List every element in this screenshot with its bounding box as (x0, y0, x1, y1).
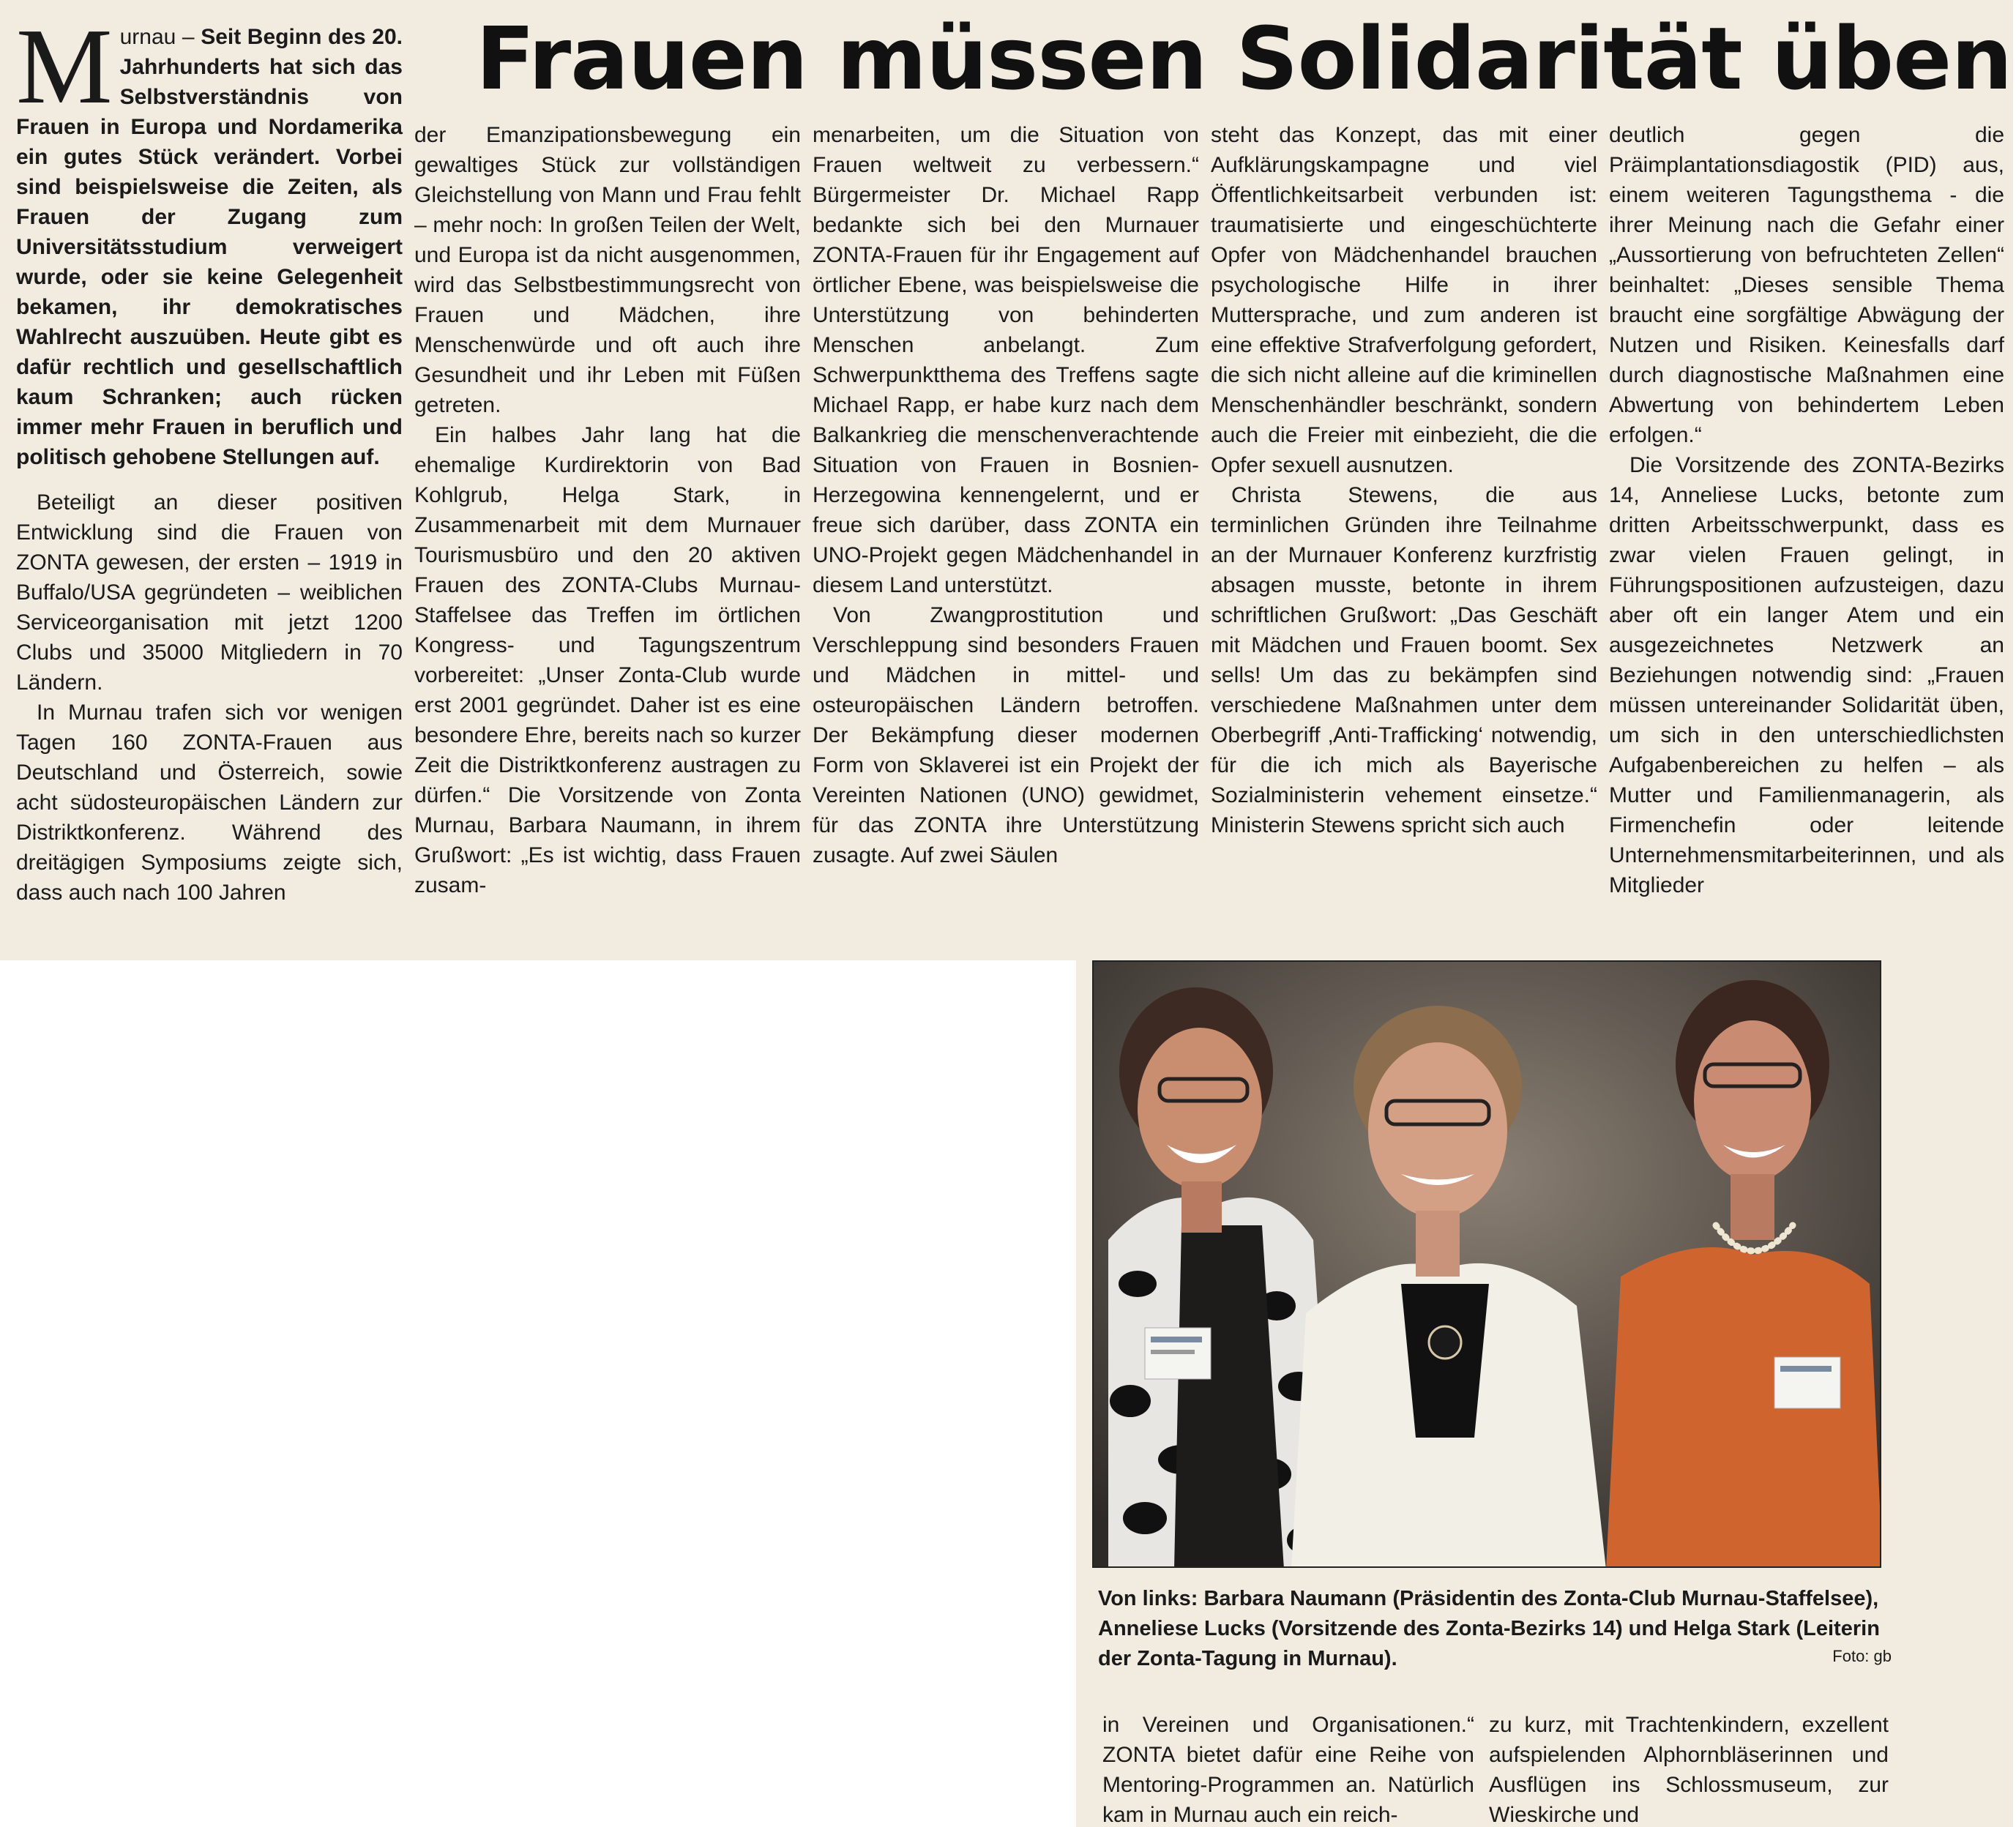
paragraph: Christa Stewens, die aus terminlichen Gründen ihre Teilnahme an der Murnauer Konferenz kurzfristig absagen musste, betonte in ihrem schriftlichen Grußwort: „Das Geschäft mit Mädchen und Frauen boomt. Sex sells! Um das zu bekämpfen sind verschiedene Maßnahmen unter dem Oberbegriff ‚Anti-Trafficking‘ notwendig, für die ich mich als Bayerische Sozialministerin vehement einsetze.“ Ministerin Stewens spricht sich auch (1211, 483, 1597, 837)
paragraph: Die Vorsitzende des ZONTA-Bezirks 14, Anneliese Lucks, betonte zum dritten Arbeitsschwerpunkt, dass es zwar vielen Frauen gelingt, in Führungspositionen aufzusteigen, dazu aber oft ein langer Atem und ein ausgezeichnetes Netzwerk an Beziehungen notwendig sind: „Frauen müssen untereinander Solidarität üben, um sich in den unterschiedlichsten Aufgabenbereichen zu helfen – als Mutter und Familienmanagerin, als Firmenchefin oder leitende Unternehmensmitarbeiterinnen, und als Mitglieder (1609, 453, 2004, 897)
press-photo (1092, 960, 1881, 1568)
article-column-3 (813, 120, 1199, 870)
headline: Frauen müssen Solidarität üben (476, 8, 2012, 109)
lead-text: Seit Beginn des 20. Jahrhunderts hat sich das Selbstverständnis von Frauen in Europa und Nordamerika ein gutes Stück verändert. Vorbei sind beispielsweise die Zeiten, als Frauen der Zugang zum Universitätsstudium verweigert wurde, oder sie keine Gelegenheit bekamen, ihr demokratisches Wahlrecht auszuüben. Heute gibt es dafür rechtlich und gesellschaftlich kaum Schranken; auch rücken immer mehr Frauen in beruflich und politisch gehobene Stellungen auf. (16, 25, 403, 469)
continuation-column-1: in Vereinen und Organisationen.“ ZONTA bietet dafür eine Reihe von Mentoring-Programmen an. Natürlich kam in Murnau auch ein reich- (1102, 1713, 1474, 1827)
article-column-5 (1609, 120, 2004, 900)
paragraph: steht das Konzept, das mit einer Aufklärungskampagne und viel Öffentlichkeitsarbeit verbunden ist: traumatisierte und eingeschüchterte Opfer von Mädchenhandel brauchen psychologische Hilfe in ihrer Muttersprache, und zum anderen ist eine effektive Strafverfolgung gefordert, die sich nicht alleine auf die kriminellen Menschenhändler beschränkt, sondern auch die Freier mit einbezieht, die die Opfer sexuell ausnutzen. (1211, 123, 1597, 477)
article-column-4 (1211, 120, 1597, 840)
photo-credit: Foto: gb (1832, 1647, 1892, 1665)
photo-caption: Von links: Barbara Naumann (Präsidentin des Zonta-Club Murnau-Staffelsee), Anneliese Lucks (Vorsitzende des Zonta-Bezirks 14) und Helga Stark (Leiterin der Zonta-Tagung in Murnau). (1098, 1587, 1880, 1670)
dateline: urnau – (119, 25, 195, 49)
paragraph: Ein halbes Jahr lang hat die ehemalige Kurdirektorin von Bad Kohlgrub, Helga Stark, in Zusammenarbeit mit dem Murnauer Tourismusbüro und den 20 aktiven Frauen des ZONTA-Clubs Murnau-Staffelsee das Treffen im örtlichen Kongress- und Tagungszentrum vorbereitet: „Unser Zonta-Club wurde erst 2001 gegründet. Daher ist es eine besondere Ehre, bereits nach so kurzer Zeit die Distriktkonferenz austragen zu dürfen.“ Die Vorsitzende von Zonta Murnau, Barbara Naumann, in ihrem Grußwort: „Es ist wichtig, dass Frauen zusam- (414, 423, 801, 897)
paragraph: deutlich gegen die Präimplantationsdiagostik (PID) aus, einem weiteren Tagungsthema - die ihrer Meinung nach die Gefahr einer „Aussortierung von befruchteten Zellen“ beinhaltet: „Dieses sensible Thema braucht eine sorgfältige Abwägung der Nutzen und Risiken. Keinesfalls darf durch diagnostische Maßnahmen eine Abwertung von behindertem Leben erfolgen.“ (1609, 123, 2004, 447)
drop-cap: M (16, 7, 113, 127)
article-column-2 (414, 120, 801, 900)
paragraph: In Murnau trafen sich vor wenigen Tagen 160 ZONTA-Frauen aus Deutschland und Österreich, sowie acht südosteuropäischen Ländern zur Distriktkonferenz. Während des dreitägigen Symposiums zeigte sich, dass auch nach 100 Jahren (16, 700, 403, 905)
paragraph: Von Zwangprostitution und Verschleppung sind besonders Frauen und Mädchen in mittel- und osteuropäischen Ländern betroffen. Der Bekämpfung dieser modernen Form von Sklaverei ist ein Projekt der Vereinten Nationen (UNO) gewidmet, für das ZONTA ihre Unterstützung zusagte. Auf zwei Säulen (813, 603, 1199, 867)
paragraph: Beteiligt an dieser positiven Entwicklung sind die Frauen von ZONTA gewesen, der ersten – 1919 in Buffalo/USA gegründeten – weiblichen Serviceorganisation mit jetzt 1200 Clubs und 35000 Mitgliedern in 70 Ländern. (16, 490, 403, 695)
article-column-1 (16, 487, 403, 908)
paragraph: menarbeiten, um die Situation von Frauen weltweit zu verbessern.“ Bürgermeister Dr. Michael Rapp bedankte sich bei den Murnauer ZONTA-Frauen für ihr Engagement auf örtlicher Ebene, was beispielsweise die Unterstützung von behinderten Menschen anbelangt. Zum Schwerpunktthema des Treffens sagte Michael Rapp, er habe kurz nach dem Balkankrieg die menschenverachtende Situation von Frauen in Bosnien-Herzegowina kennengelernt, und er freue sich darüber, dass ZONTA ein UNO-Projekt gegen Mädchenhandel in diesem Land unterstützt. (813, 123, 1199, 597)
lead-paragraph (16, 7, 403, 472)
paragraph: der Emanzipationsbewegung ein gewaltiges Stück zur vollständigen Gleichstellung von Mann und Frau fehlt – mehr noch: In großen Teilen der Welt, und Europa ist da nicht ausgenommen, wird das Selbstbestimmungsrecht von Frauen und Mädchen, ihre Menschenwürde und oft auch ihre Gesundheit und ihr Leben mit Füßen getreten. (414, 123, 801, 417)
photo-illustration (1094, 962, 1881, 1568)
continuation-column-2: zu kurz, mit Trachtenkindern, exzellent aufspielenden Alphornbläserinnen und Ausflügen ins Schlossmuseum, zur Wieskirche und (1489, 1713, 1889, 1827)
